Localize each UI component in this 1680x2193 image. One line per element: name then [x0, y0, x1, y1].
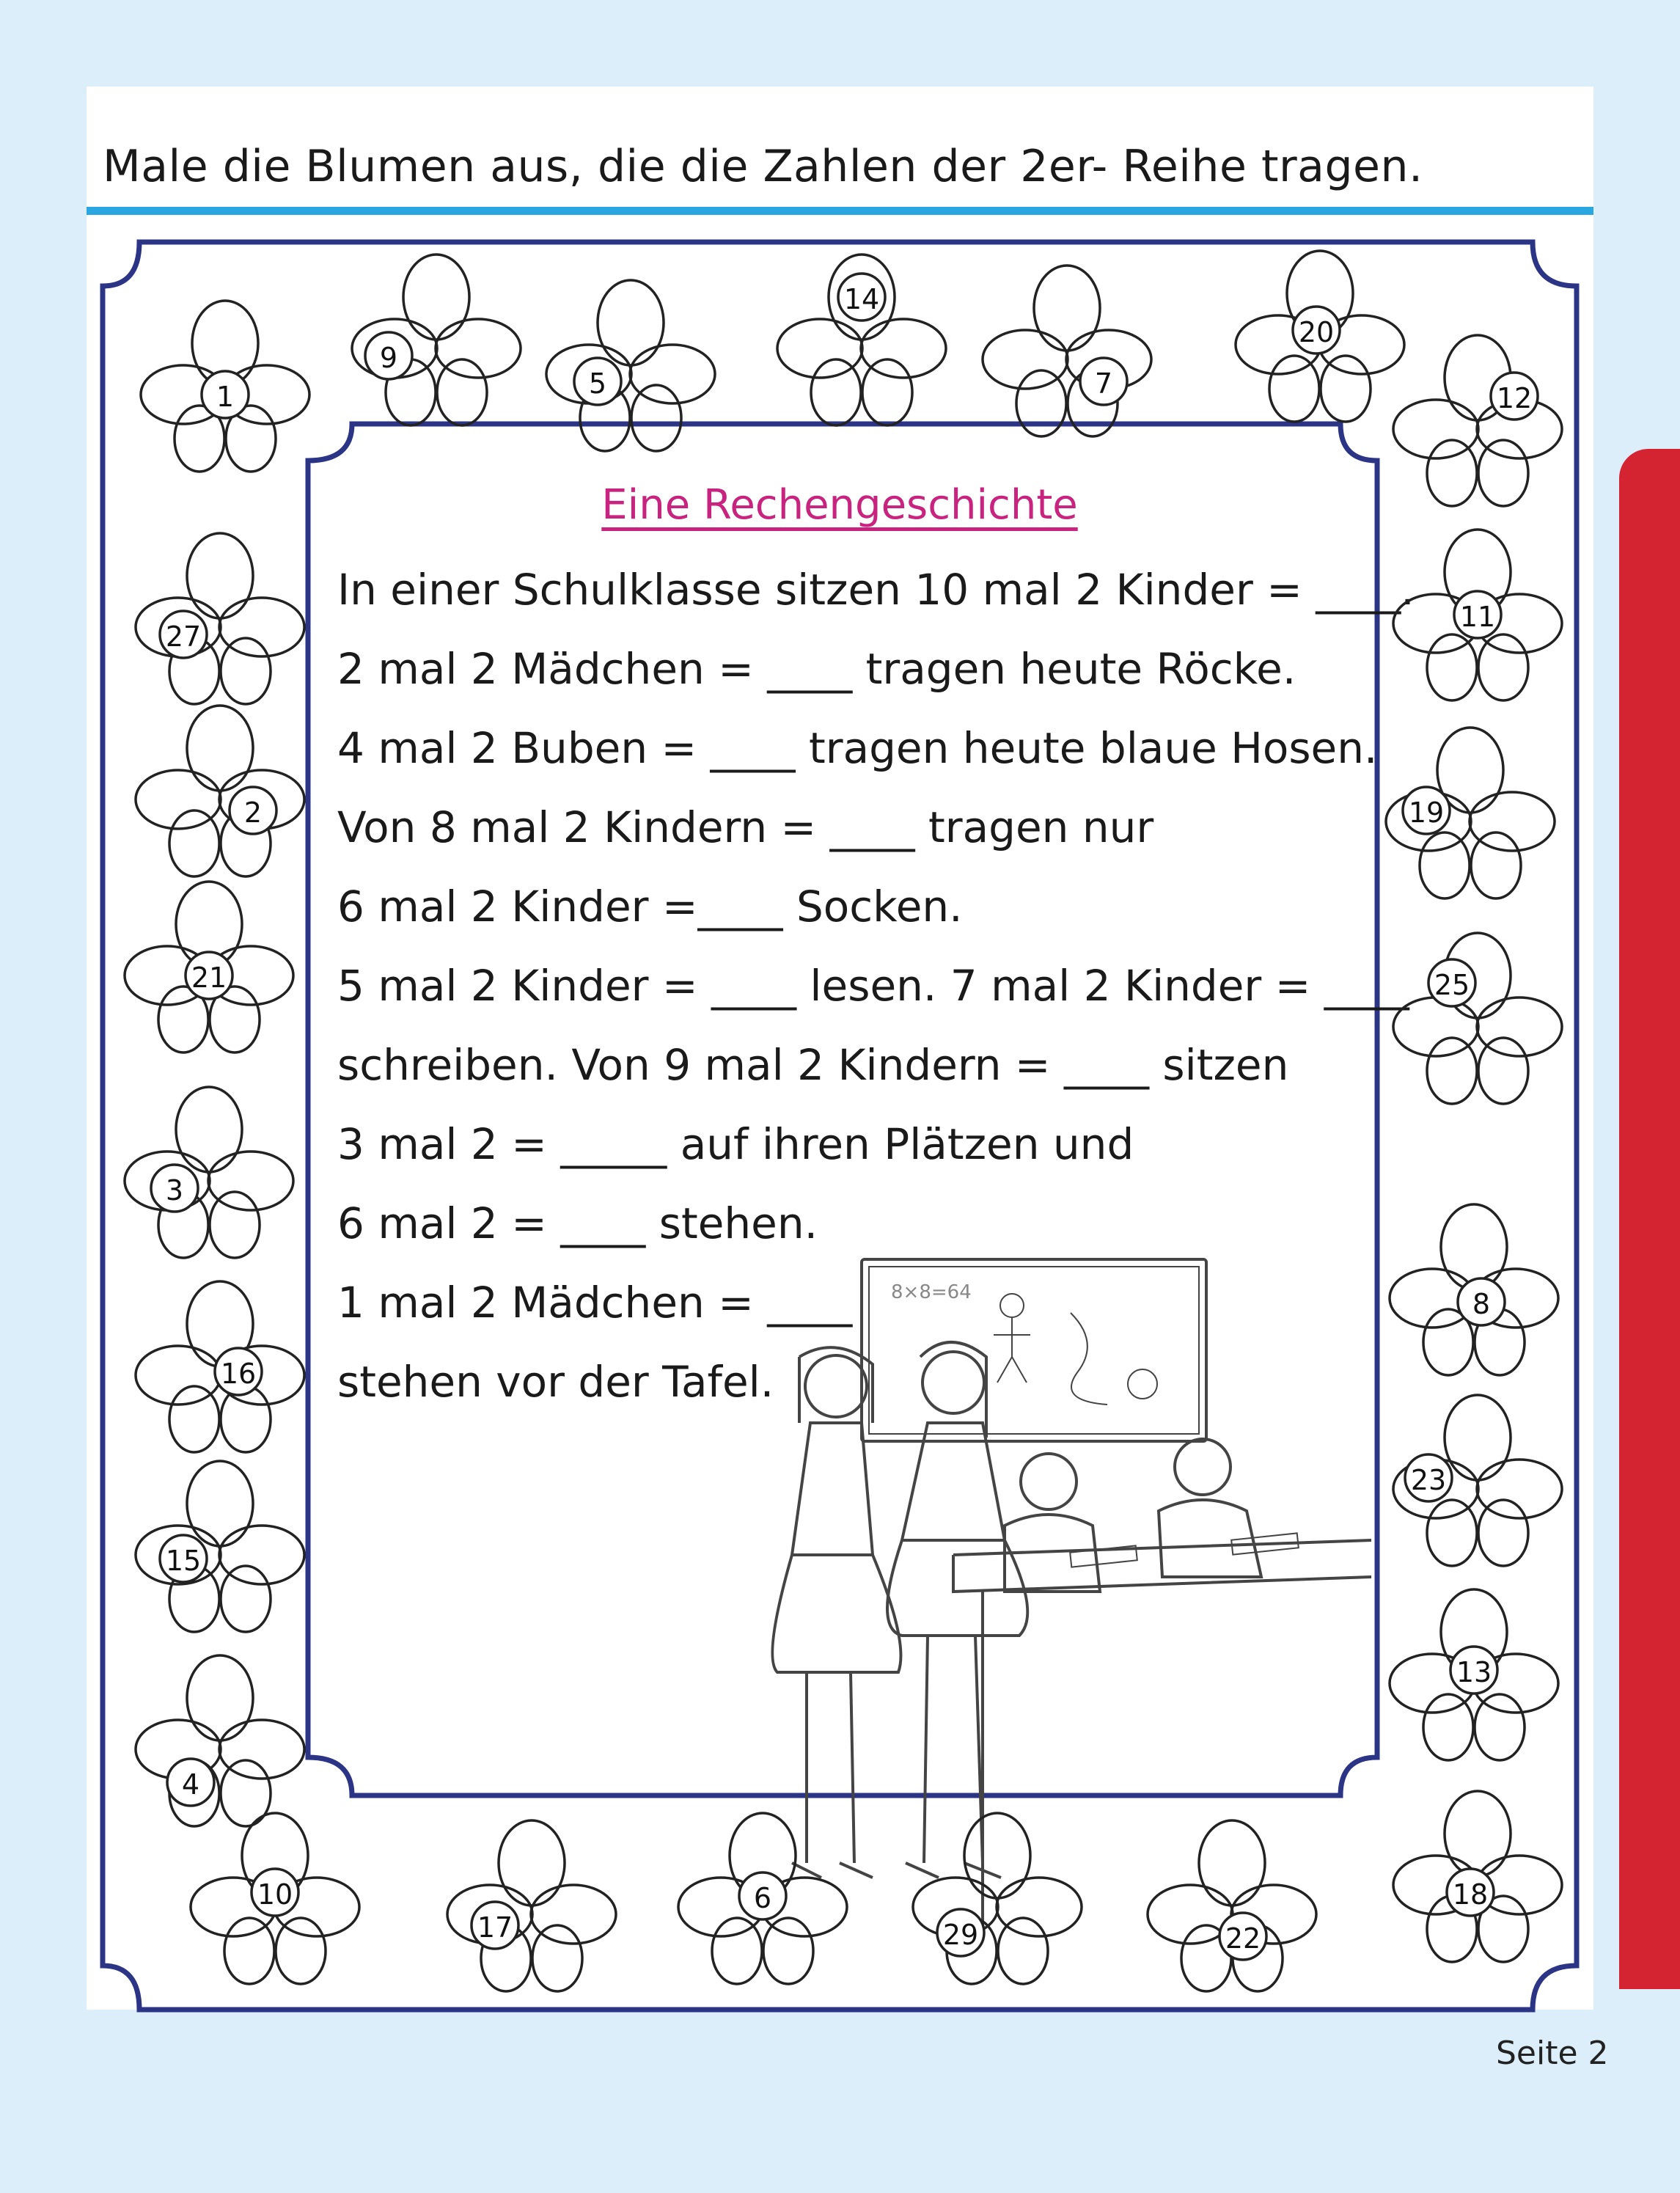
- girl-figure: [805, 1355, 867, 1417]
- flower-number: 3: [165, 1174, 184, 1207]
- story-line: In einer Schulklasse sitzen 10 mal 2 Kinder = ____.: [337, 565, 1415, 615]
- flower[interactable]: [121, 1654, 319, 1823]
- boy-figure: [1175, 1439, 1230, 1495]
- flower[interactable]: [1379, 1394, 1577, 1562]
- flower[interactable]: [532, 279, 730, 447]
- flower-number: 19: [1408, 797, 1445, 829]
- flower-number: 10: [257, 1878, 293, 1911]
- flower-number: 17: [477, 1911, 513, 1944]
- flower[interactable]: [1379, 931, 1577, 1100]
- flower-number: 25: [1434, 969, 1470, 1001]
- story-line: Von 8 mal 2 Kindern = ____ tragen nur: [337, 802, 1154, 852]
- story-line: stehen vor der Tafel.: [337, 1357, 774, 1407]
- flower[interactable]: [126, 299, 324, 468]
- flower[interactable]: [176, 1812, 374, 1980]
- flower[interactable]: [110, 1085, 308, 1254]
- flower[interactable]: [121, 1280, 319, 1449]
- story-line: 5 mal 2 Kinder = ____ lesen. 7 mal 2 Kinder = ____: [337, 961, 1409, 1011]
- flower[interactable]: [968, 264, 1166, 433]
- flower-number: 8: [1472, 1288, 1491, 1320]
- story-line: 6 mal 2 = ____ stehen.: [337, 1198, 818, 1248]
- story-line: 2 mal 2 Mädchen = ____ tragen heute Röcke.: [337, 644, 1296, 694]
- story-line: 6 mal 2 Kinder =____ Socken.: [337, 882, 963, 931]
- flower-number: 15: [165, 1545, 202, 1577]
- flower-number: 20: [1298, 316, 1335, 348]
- flower[interactable]: [1133, 1819, 1331, 1988]
- story-line: schreiben. Von 9 mal 2 Kindern = ____ sitzen: [337, 1040, 1289, 1090]
- flower[interactable]: [664, 1812, 862, 1980]
- flower-number: 9: [379, 342, 398, 374]
- boy-figure: [1021, 1454, 1076, 1509]
- girl-figure: [922, 1352, 984, 1413]
- flower[interactable]: [1379, 528, 1577, 697]
- flower-number: 29: [942, 1919, 979, 1951]
- flower[interactable]: [337, 253, 535, 422]
- story-line: 3 mal 2 = _____ auf ihren Plätzen und: [337, 1119, 1134, 1169]
- flower[interactable]: [1371, 726, 1569, 895]
- classroom-illustration: [763, 1247, 1371, 2193]
- flower-number: 14: [843, 283, 880, 315]
- flower-number: 16: [220, 1358, 257, 1390]
- flower-number: 12: [1496, 382, 1533, 414]
- page-number: Seite 2: [1496, 2035, 1609, 2072]
- flower-number: 4: [181, 1768, 200, 1801]
- story-line: 4 mal 2 Buben = ____ tragen heute blaue Hosen.: [337, 723, 1378, 773]
- flower[interactable]: [1375, 1203, 1573, 1372]
- flower[interactable]: [433, 1819, 631, 1988]
- flower[interactable]: [1379, 334, 1577, 502]
- flower[interactable]: [763, 253, 961, 422]
- flower[interactable]: [1379, 1790, 1577, 1958]
- flower-number: 27: [165, 620, 202, 653]
- blackboard-text: 8×8=64: [891, 1281, 972, 1303]
- flower-number: 6: [753, 1882, 772, 1914]
- flower[interactable]: [898, 1812, 1096, 1980]
- flower-number: 21: [191, 962, 227, 994]
- flower-number: 13: [1456, 1656, 1492, 1688]
- flower-number: 22: [1225, 1922, 1261, 1955]
- flower[interactable]: [121, 532, 319, 700]
- flower[interactable]: [121, 1460, 319, 1628]
- flower-number: 7: [1094, 367, 1113, 400]
- instruction-text: Male die Blumen aus, die die Zahlen der 2er- Reihe tragen.: [103, 141, 1423, 192]
- flower-number: 1: [216, 381, 235, 413]
- flower-number: 23: [1410, 1464, 1447, 1496]
- flower-number: 5: [588, 367, 607, 400]
- flower[interactable]: [1375, 1588, 1573, 1757]
- flower-number: 2: [243, 797, 263, 829]
- flower[interactable]: [110, 880, 308, 1049]
- story-line: 1 mal 2 Mädchen = ____: [337, 1278, 853, 1328]
- flower[interactable]: [121, 704, 319, 873]
- story-title: Eine Rechengeschichte: [601, 481, 1078, 529]
- flower-number: 18: [1452, 1878, 1489, 1911]
- flower-number: 11: [1459, 601, 1496, 633]
